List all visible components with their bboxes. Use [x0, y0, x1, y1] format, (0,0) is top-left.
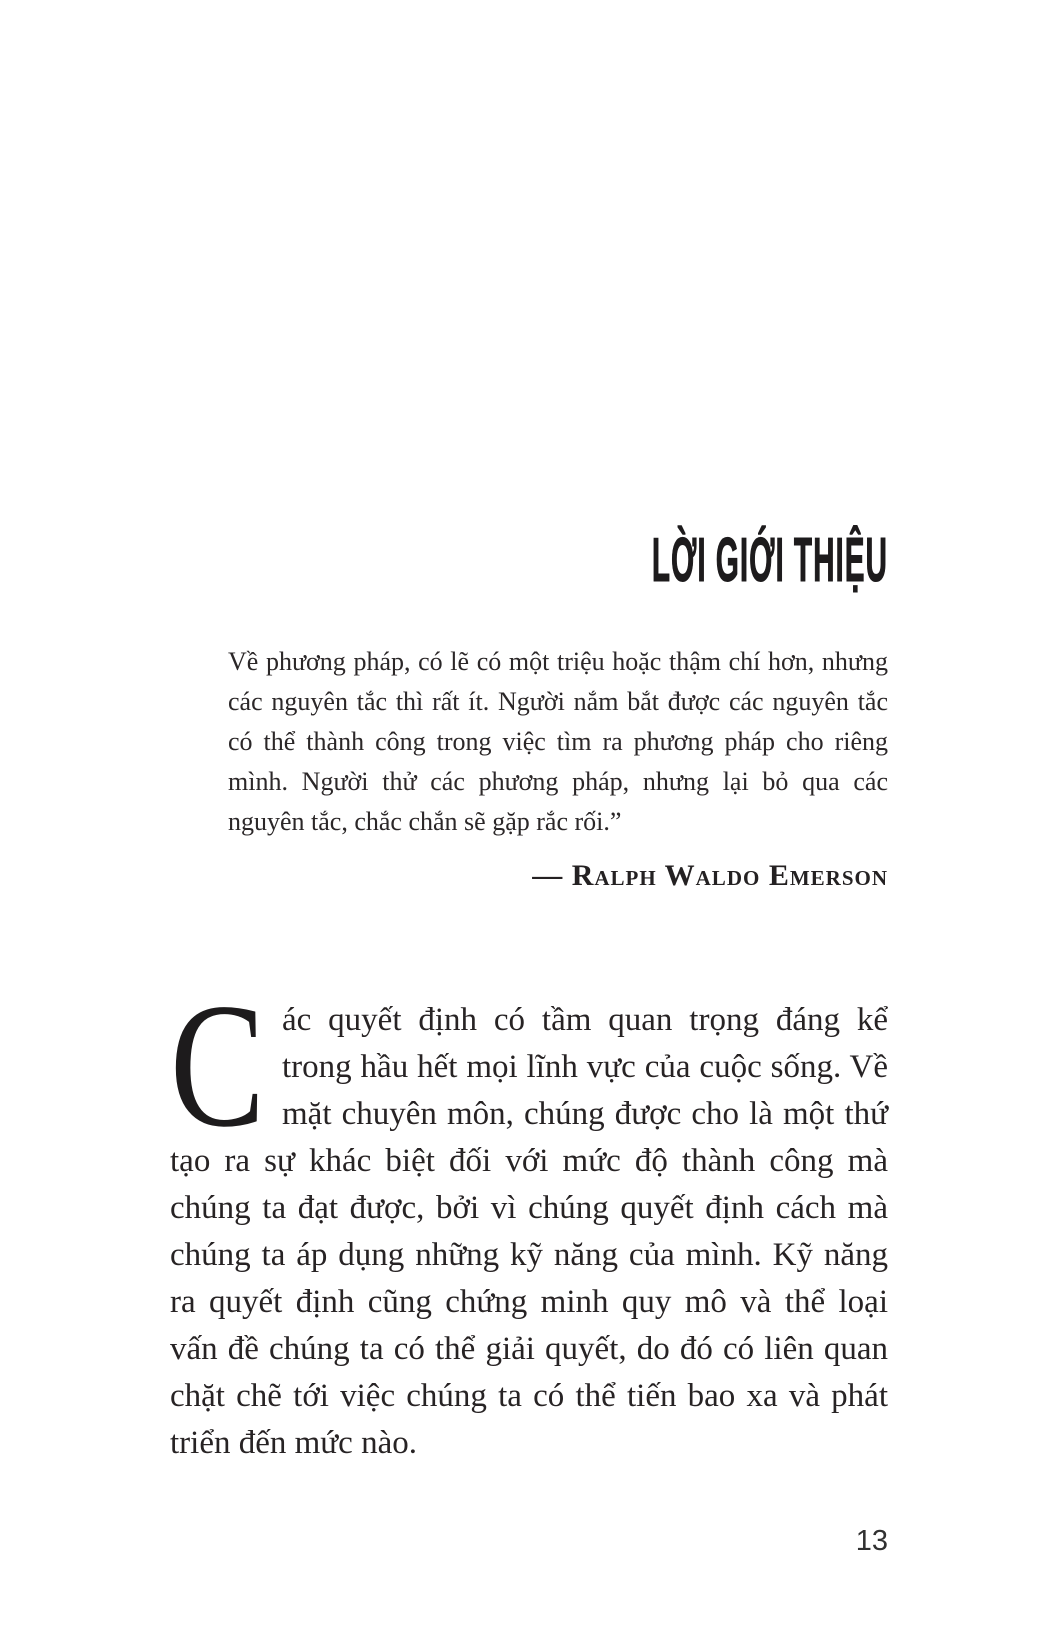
body-text: ác quyết định có tầm quan trọng đáng kể trong hầu hết mọi lĩnh vực của cuộc sống. Về mặt chuyên môn, chúng được cho là một thứ tạo ra sự khác biệt đối với mức độ thành công mà chúng ta đạt được, bởi vì chúng quyết định cách mà chúng ta áp dụng những kỹ năng của mình. Kỹ năng ra quyết định cũng chứng minh quy mô và thể loại vấn đề chúng ta có thể giải quyết, do đó có liên quan chặt chẽ tới việc chúng ta có thể tiến bao xa và phát triển đến mức nào. — [170, 1002, 888, 1461]
page-number: 13 — [855, 1525, 888, 1557]
quote-attribution: — Ralph Waldo Emerson — [532, 859, 888, 892]
quote-text: Về phương pháp, có lẽ có một triệu hoặc thậm chí hơn, nhưng các nguyên tắc thì rất ít. Người nắm bắt được các nguyên tắc có thể thành công trong việc tìm ra phương pháp cho riêng mình. Người thử các phương pháp, nhưng lại bỏ qua các nguyên tắc, chắc chắn sẽ gặp rắc rối.” — [228, 647, 888, 836]
epigraph-quote — [228, 642, 888, 842]
chapter-title: LỜI GIỚI THIỆU — [651, 525, 888, 595]
body-paragraph — [170, 966, 888, 1467]
drop-cap: C — [170, 966, 265, 1164]
